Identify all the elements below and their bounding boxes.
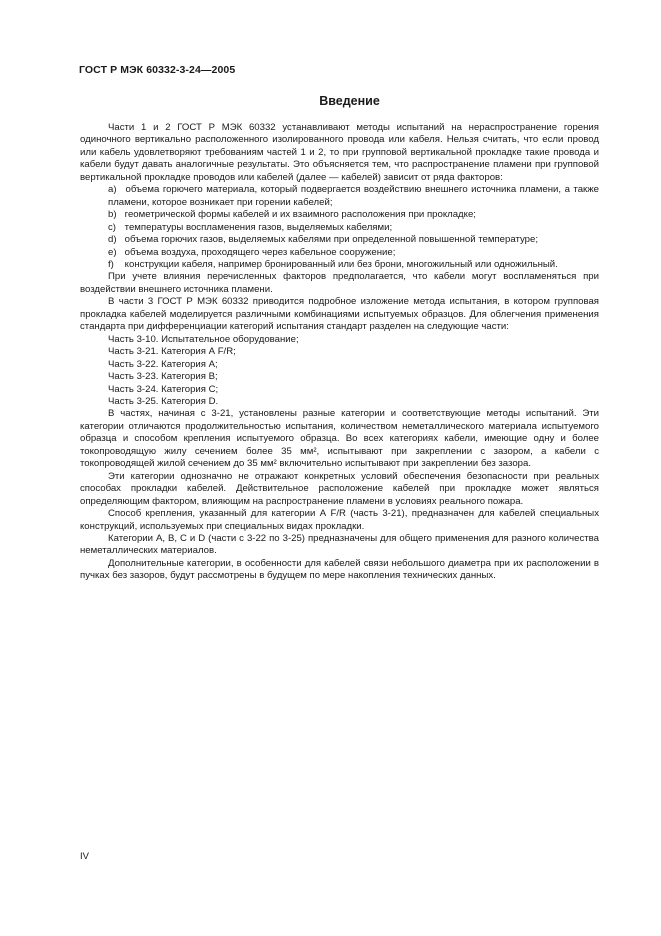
factors-conclusion-paragraph: При учете влияния перечисленных факторов предполагается, что кабели могут воспламеняться при воздействии внешнего источника пламени.	[80, 271, 599, 295]
part-list-item: Часть 3-22. Категория А;	[108, 358, 218, 370]
factor-item	[80, 247, 599, 259]
part-list-item: Часть 3-10. Испытательное оборудование;	[108, 333, 299, 345]
factor-mark: f)	[108, 258, 114, 270]
categories-paragraph: В частях, начиная с 3-21, установлены разные категории и соответствующие методы испытаний. Эти категории отличаются продолжительностью испытания, количеством неметаллического материала испытуемого образца и способом крепления испытуемого образца. Во всех категориях кабели, имеющие одну и более токопроводящую жилу сечением более 35 мм², испытывают при закреплении с зазором, а кабели с токопроводящей жилой сечением до 35 мм² включительно испытывают при закреплении без зазора.	[80, 408, 599, 470]
page-number: IV	[80, 851, 89, 862]
section-body	[80, 122, 599, 583]
section-title: Введение	[319, 94, 380, 108]
factor-mark: d)	[108, 234, 117, 246]
intro-paragraph: Части 1 и 2 ГОСТ Р МЭК 60332 устанавливают методы испытаний на нераспространение горения одиночного вертикально расположенного изолированного провода или кабеля. Нельзя считать, что если провод или кабель удовлетворяют требованиям частей 1 и 2, то при групповой вертикальной прокладке такие провода и кабели будут давать аналогичные результаты. Это объясняется тем, что распространение пламени при групповой вертикальной прокладке проводов или кабелей (далее — кабелей) зависит от ряда факторов:	[80, 122, 599, 183]
safety-paragraph: Эти категории однозначно не отражают конкретных условий обеспечения безопасности при реальных способах прокладки кабелей. Действительное расположение кабелей при прокладке может являться определяющим фактором, влияющим на распространение пламени в условиях реального пожара.	[80, 470, 599, 507]
part3-paragraph: В части 3 ГОСТ Р МЭК 60332 приводится подробное изложение метода испытания, в котором групповая прокладка кабелей моделируется различными комбинациями испытуемых образцов. Для облегчения применения стандарта при дифференциации категорий испытания стандарт разделен на следующие части:	[80, 296, 599, 333]
part-list-item: Часть 3-25. Категория D.	[108, 395, 219, 407]
factor-text: объема горючих газов, выделяемых кабелями при определенной повышенной температуре;	[124, 234, 538, 246]
part-list-item: Часть 3-23. Категория В;	[108, 371, 218, 383]
factor-item	[80, 209, 599, 221]
factor-mark: a)	[108, 184, 117, 196]
document-header: ГОСТ Р МЭК 60332-3-24—2005	[79, 64, 236, 76]
factor-item	[80, 234, 599, 246]
factor-text: конструкции кабеля, например бронированный или без брони, многожильный или одножильный.	[124, 258, 558, 270]
factor-item	[80, 222, 599, 234]
part-list-item: Часть 3-24. Категория С;	[108, 383, 219, 395]
factor-mark: e)	[108, 246, 117, 258]
part-list-item: Часть 3-21. Категория А F/R;	[108, 346, 236, 358]
factor-text: температуры воспламенения газов, выделяемых кабелями;	[124, 221, 393, 233]
factor-mark: b)	[108, 209, 117, 221]
mounting-paragraph: Способ крепления, указанный для категории А F/R (часть 3-21), предназначен для кабелей специальных конструкций, используемых при специальных видах прокладки.	[80, 508, 599, 532]
factor-text: объема горючего материала, который подвергается воздействию внешнего источника пламени, а также пламени, которое возникает при горении кабелей;	[108, 184, 600, 208]
factor-mark: c)	[108, 221, 116, 233]
general-use-paragraph: Категории А, В, С и D (части с 3-22 по 3-25) предназначены для общего применения для разного количества неметаллических материалов.	[80, 532, 599, 557]
factor-text: объема воздуха, проходящего через кабельное сооружение;	[124, 246, 396, 258]
factor-text: геометрической формы кабелей и их взаимного расположения при прокладке;	[124, 209, 476, 221]
factor-item	[80, 184, 599, 209]
future-categories-paragraph: Дополнительные категории, в особенности для кабелей связи небольшого диаметра при их расположении в пучках без зазоров, будут рассмотрены в будущем по мере накопления технических данных.	[80, 557, 599, 582]
factor-item	[80, 259, 599, 271]
